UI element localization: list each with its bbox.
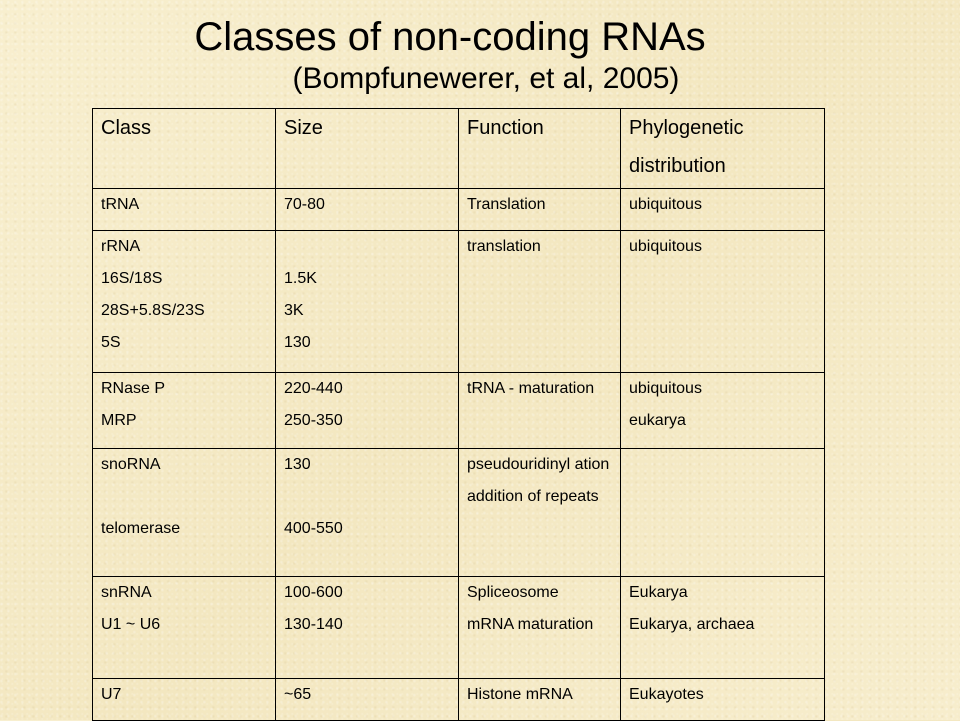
cell-distribution: Eukayotes <box>621 679 825 721</box>
cell-function: Spliceosome mRNA maturation <box>459 577 621 679</box>
header-class: Class <box>93 109 276 189</box>
header-row <box>93 109 825 189</box>
table-row <box>93 577 825 679</box>
cell-class: U7 <box>93 679 276 721</box>
table-row <box>93 231 825 373</box>
cell-function: pseudouridinyl ation addition of repeats <box>459 449 621 577</box>
cell-class: rRNA 16S/18S 28S+5.8S/23S 5S <box>93 231 276 373</box>
cell-distribution: ubiquitous eukarya <box>621 373 825 449</box>
title-citation: (Bompfunewerer, et al, 2005) <box>292 62 680 95</box>
cell-class: snRNA U1 ~ U6 <box>93 577 276 679</box>
cell-distribution <box>621 449 825 577</box>
cell-function: tRNA - maturation <box>459 373 621 449</box>
cell-function: Histone mRNA <box>459 679 621 721</box>
cell-size: 220-440 250-350 <box>276 373 459 449</box>
table-row <box>93 679 825 721</box>
table-row <box>93 189 825 231</box>
cell-distribution: ubiquitous <box>621 231 825 373</box>
ncrna-classes-table <box>92 108 825 721</box>
table-row <box>93 373 825 449</box>
table-row <box>93 449 825 577</box>
cell-size: 1.5K 3K 130 <box>276 231 459 373</box>
header-phylogenetic-distribution: Phylogenetic distribution <box>621 109 825 189</box>
cell-distribution: ubiquitous <box>621 189 825 231</box>
cell-size: ~65 <box>276 679 459 721</box>
cell-function: Translation <box>459 189 621 231</box>
title-main: Classes of non-coding RNAs <box>194 15 706 59</box>
header-size: Size <box>276 109 459 189</box>
cell-size: 100-600 130-140 <box>276 577 459 679</box>
cell-distribution: Eukarya Eukarya, archaea <box>621 577 825 679</box>
cell-class: tRNA <box>93 189 276 231</box>
cell-function: translation <box>459 231 621 373</box>
cell-size: 70-80 <box>276 189 459 231</box>
cell-class: RNase P MRP <box>93 373 276 449</box>
cell-class: snoRNA telomerase <box>93 449 276 577</box>
slide-title <box>0 14 900 98</box>
cell-size: 130 400-550 <box>276 449 459 577</box>
header-function: Function <box>459 109 621 189</box>
